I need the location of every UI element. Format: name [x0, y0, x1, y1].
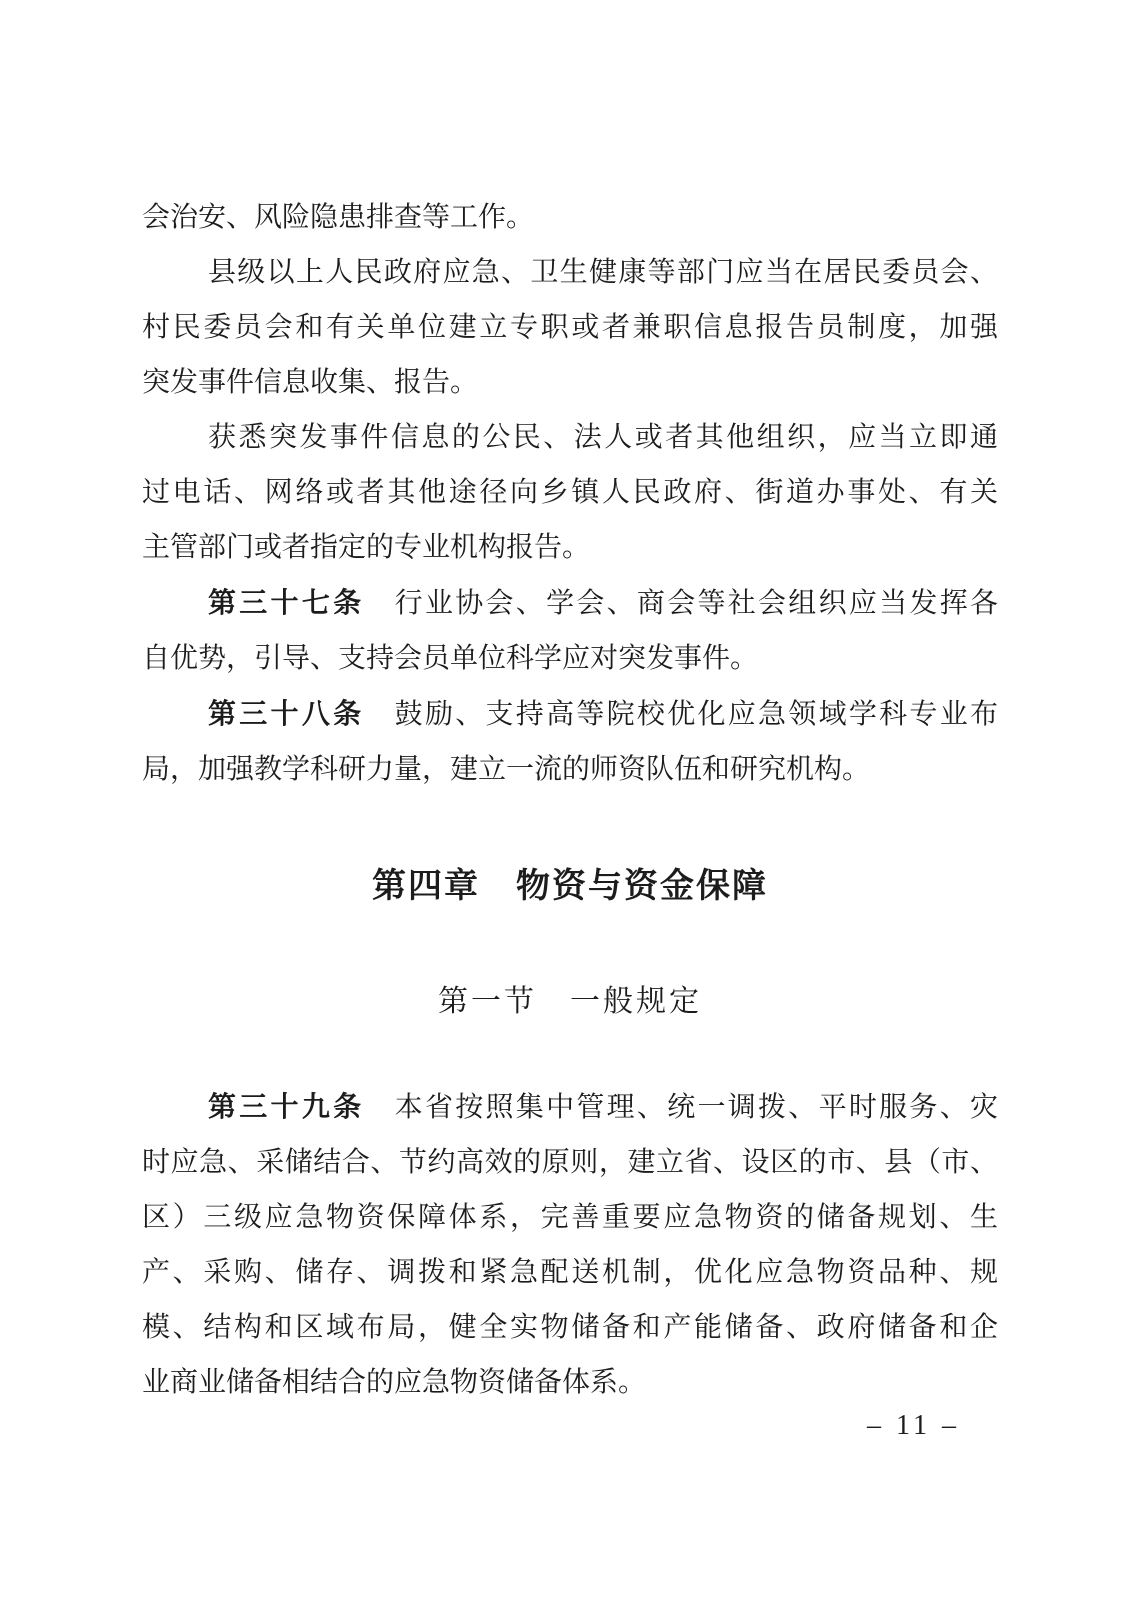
text-line: 突发事件信息收集、报告。 — [142, 367, 479, 398]
line-text: 本省按照集中管理、统一调拨、平时服务、灾 — [364, 1092, 998, 1123]
article-number-label: 第三十九条 — [208, 1091, 365, 1122]
paragraph — [142, 410, 998, 575]
paragraph — [142, 190, 998, 245]
paragraph — [142, 575, 998, 686]
chapter-heading: 第四章 物资与资金保障 — [372, 867, 768, 905]
paragraph — [142, 686, 998, 797]
text-line: 区）三级应急物资保障体系，完善重要应急物资的储备规划、生 — [142, 1202, 998, 1233]
article-number-label: 第三十八条 — [208, 698, 365, 729]
paragraph — [142, 1079, 998, 1410]
text-body — [142, 190, 998, 1410]
text-line: 会治安、风险隐患排查等工作。 — [142, 202, 535, 233]
text-line — [142, 575, 998, 631]
page-number: – 11 – — [867, 1410, 960, 1441]
text-line: 县级以上人民政府应急、卫生健康等部门应当在居民委员会、 — [208, 257, 998, 288]
text-line: 自优势，引导、支持会员单位科学应对突发事件。 — [142, 643, 759, 674]
text-line: 业商业储备相结合的应急物资储备体系。 — [142, 1367, 647, 1398]
line-text: 鼓励、支持高等院校优化应急领域学科专业布 — [364, 699, 998, 730]
text-line: 主管部门或者指定的专业机构报告。 — [142, 532, 591, 563]
article-number-label: 第三十七条 — [208, 587, 365, 618]
text-line: 时应急、采储结合、节约高效的原则，建立省、设区的市、县（市、 — [142, 1147, 998, 1178]
text-line — [142, 686, 998, 742]
text-line: 村民委员会和有关单位建立专职或者兼职信息报告员制度，加强 — [142, 312, 998, 343]
text-line: 局，加强教学科研力量，建立一流的师资队伍和研究机构。 — [142, 754, 871, 785]
text-line — [142, 1079, 998, 1135]
text-line: 模、结构和区域布局，健全实物储备和产能储备、政府储备和企 — [142, 1312, 998, 1343]
line-text: 行业协会、学会、商会等社会组织应当发挥各 — [364, 588, 998, 619]
text-line: 过电话、网络或者其他途径向乡镇人民政府、街道办事处、有关 — [142, 477, 998, 508]
paragraph — [142, 245, 998, 410]
text-line: 产、采购、储存、调拨和紧急配送机制，优化应急物资品种、规 — [142, 1257, 998, 1288]
section-heading: 第一节 一般规定 — [438, 985, 702, 1018]
text-line: 获悉突发事件信息的公民、法人或者其他组织，应当立即通 — [208, 422, 998, 453]
